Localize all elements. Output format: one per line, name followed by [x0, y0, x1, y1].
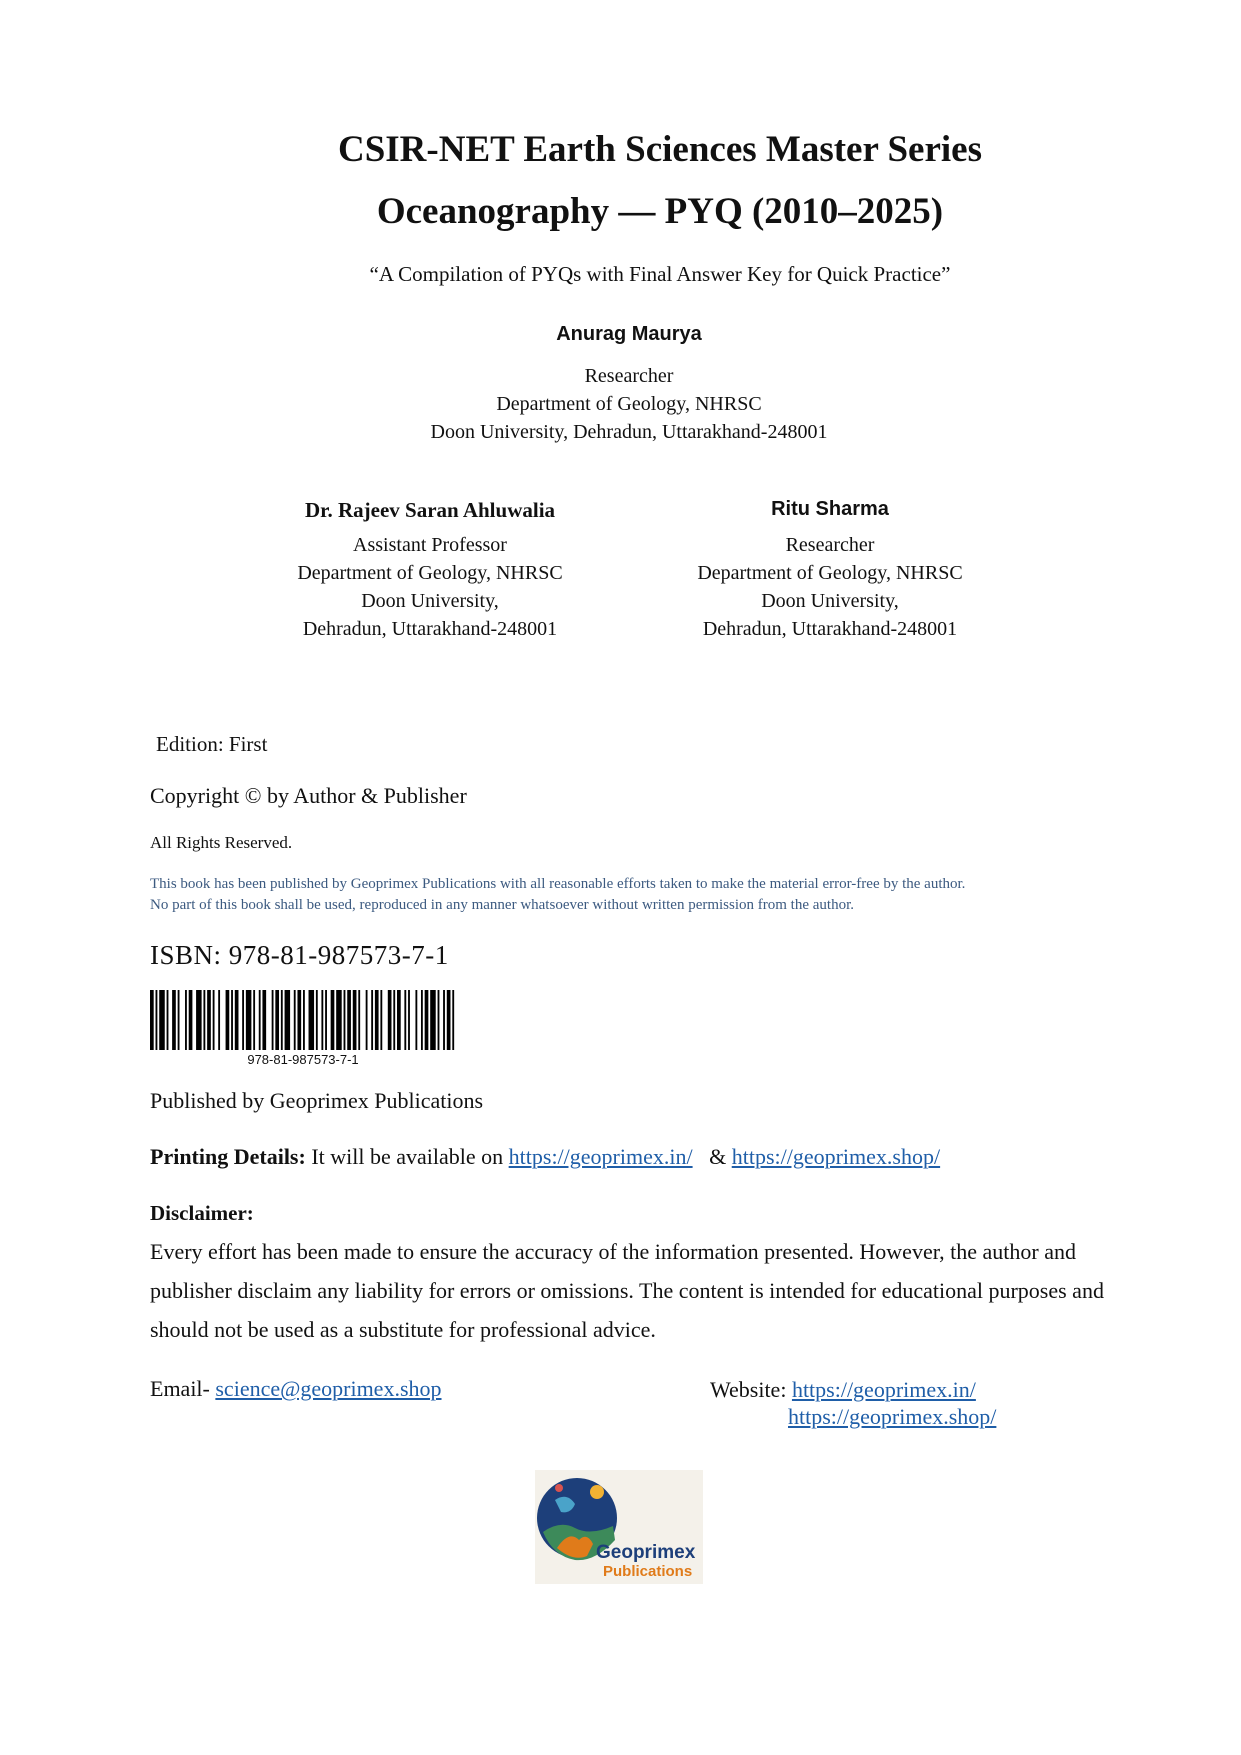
barcode-bar — [178, 990, 180, 1050]
website-contact — [710, 1376, 996, 1430]
notice-line-1: This book has been published by Geoprimex Publications with all reasonable efforts taken to make the material error-free by the author. — [150, 876, 966, 892]
co-author-right-department: Department of Geology, NHRSC — [697, 562, 963, 584]
main-author-institution: Doon University, Dehradun, Uttarakhand-248001 — [430, 421, 828, 443]
main-author-affiliation — [0, 362, 1241, 446]
barcode-bar — [325, 990, 327, 1050]
printing-link-geoprimex-shop[interactable]: https://geoprimex.shop/ — [731, 1144, 941, 1169]
barcode-bar — [196, 990, 202, 1050]
barcode-bar — [203, 990, 205, 1050]
barcode-bar — [331, 990, 335, 1050]
barcode-bar — [207, 990, 211, 1050]
barcode-bar — [275, 990, 279, 1050]
barcode-bar — [347, 990, 351, 1050]
co-author-right-name: Ritu Sharma — [771, 498, 889, 520]
printing-link-geoprimex-in[interactable]: https://geoprimex.in/ — [508, 1144, 693, 1169]
barcode-bar — [452, 990, 454, 1050]
logo-subtitle: Publications — [603, 1563, 693, 1580]
barcode-bar — [393, 990, 395, 1050]
co-author-right — [660, 498, 1000, 643]
barcode-bar — [404, 990, 406, 1050]
barcode-bar — [246, 990, 252, 1050]
barcode-bar — [185, 990, 187, 1050]
published-by: Published by Geoprimex Publications — [150, 1088, 484, 1113]
barcode-bar — [344, 990, 346, 1050]
barcode-bar — [375, 990, 379, 1050]
isbn: ISBN: 978-81-987573-7-1 — [150, 940, 449, 970]
barcode-bar — [316, 990, 318, 1050]
co-author-left-city: Dehradun, Uttarakhand-248001 — [302, 618, 558, 640]
website-label: Website: — [710, 1377, 792, 1402]
barcode-bar — [438, 990, 440, 1050]
barcode-bar — [397, 990, 401, 1050]
barcode-bar — [253, 990, 255, 1050]
barcode-bar — [447, 990, 451, 1050]
main-author-role: Researcher — [584, 365, 674, 387]
co-author-right-institution: Doon University, — [761, 590, 899, 612]
barcode-bar — [336, 990, 342, 1050]
barcode-bar — [388, 990, 392, 1050]
barcode-bar — [150, 990, 154, 1050]
barcode-bar — [366, 990, 368, 1050]
barcode-bar — [430, 990, 436, 1050]
website-link-geoprimex-in[interactable]: https://geoprimex.in/ — [791, 1377, 976, 1402]
barcode-bar — [235, 990, 239, 1050]
barcode-bar — [189, 990, 193, 1050]
co-author-left-name: Dr. Rajeev Saran Ahluwalia — [304, 498, 556, 522]
barcode-bar — [167, 990, 169, 1050]
barcode-bar — [259, 990, 261, 1050]
printing-text: It will be available on — [305, 1144, 509, 1169]
isbn-barcode — [150, 990, 456, 1050]
barcode-bar — [408, 990, 410, 1050]
printing-label: Printing Details: — [150, 1144, 306, 1169]
copyright: Copyright © by Author & Publisher — [150, 783, 467, 808]
publication-notice — [150, 874, 1110, 916]
title-line-1: CSIR-NET Earth Sciences Master Series — [337, 129, 982, 170]
barcode-bar — [321, 990, 323, 1050]
subtitle: “A Compilation of PYQs with Final Answer Key for Quick Practice” — [369, 262, 951, 286]
barcode-bar — [159, 990, 165, 1050]
co-author-left-role: Assistant Professor — [353, 534, 507, 556]
co-author-right-role: Researcher — [785, 534, 875, 556]
publisher-logo — [535, 1470, 703, 1584]
barcode-bar — [303, 990, 305, 1050]
barcode-bar — [309, 990, 315, 1050]
edition: Edition: First — [156, 732, 268, 756]
barcode-bar — [242, 990, 244, 1050]
barcode-bar — [425, 990, 429, 1050]
barcode-bar — [172, 990, 176, 1050]
barcode-bar — [156, 990, 158, 1050]
main-author-department: Department of Geology, NHRSC — [496, 393, 762, 415]
email-link[interactable]: science@geoprimex.shop — [215, 1376, 442, 1401]
disclaimer-heading: Disclaimer: — [150, 1201, 254, 1225]
barcode-bar — [443, 990, 445, 1050]
barcode-bar — [285, 990, 291, 1050]
printing-details — [150, 1144, 940, 1170]
barcode-bar — [297, 990, 301, 1050]
barcode-bar — [294, 990, 296, 1050]
logo-name: Geoprimex — [596, 1542, 696, 1563]
printing-amp: & — [692, 1144, 732, 1169]
barcode-bar — [218, 990, 220, 1050]
barcode-bar — [371, 990, 373, 1050]
barcode-bar — [358, 990, 360, 1050]
barcode-number: 978-81-987573-7-1 — [247, 1052, 359, 1067]
email-label: Email- — [150, 1376, 216, 1401]
barcode-bar — [353, 990, 357, 1050]
title-line-2: Oceanography — PYQ (2010–2025) — [376, 191, 944, 232]
barcode-bar — [231, 990, 233, 1050]
co-author-left — [260, 498, 600, 643]
barcode-bar — [226, 990, 230, 1050]
co-author-left-department: Department of Geology, NHRSC — [297, 562, 563, 584]
main-author-name: Anurag Maurya — [556, 323, 702, 345]
email-contact — [150, 1376, 442, 1402]
barcode-bar — [262, 990, 266, 1050]
barcode-bar — [415, 990, 417, 1050]
barcode-bar — [421, 990, 423, 1050]
notice-line-2: No part of this book shall be used, reproduced in any manner whatsoever without written permission from the author. — [150, 897, 855, 913]
rights-reserved: All Rights Reserved. — [150, 833, 293, 852]
co-author-right-city: Dehradun, Uttarakhand-248001 — [702, 618, 958, 640]
disclaimer-body: Every effort has been made to ensure the accuracy of the information presented. However, the author and publisher disclaim any liability for errors or omissions. The content is intended for educational purposes and should not be used as a substitute for professional advice. — [150, 1239, 1104, 1342]
barcode-bar — [380, 990, 382, 1050]
co-author-left-institution: Doon University, — [361, 590, 499, 612]
website-link-geoprimex-shop[interactable]: https://geoprimex.shop/ — [788, 1404, 997, 1429]
barcode-bar — [272, 990, 274, 1050]
barcode-bar — [281, 990, 283, 1050]
barcode-bar — [213, 990, 215, 1050]
globe-logo-icon — [535, 1470, 703, 1584]
